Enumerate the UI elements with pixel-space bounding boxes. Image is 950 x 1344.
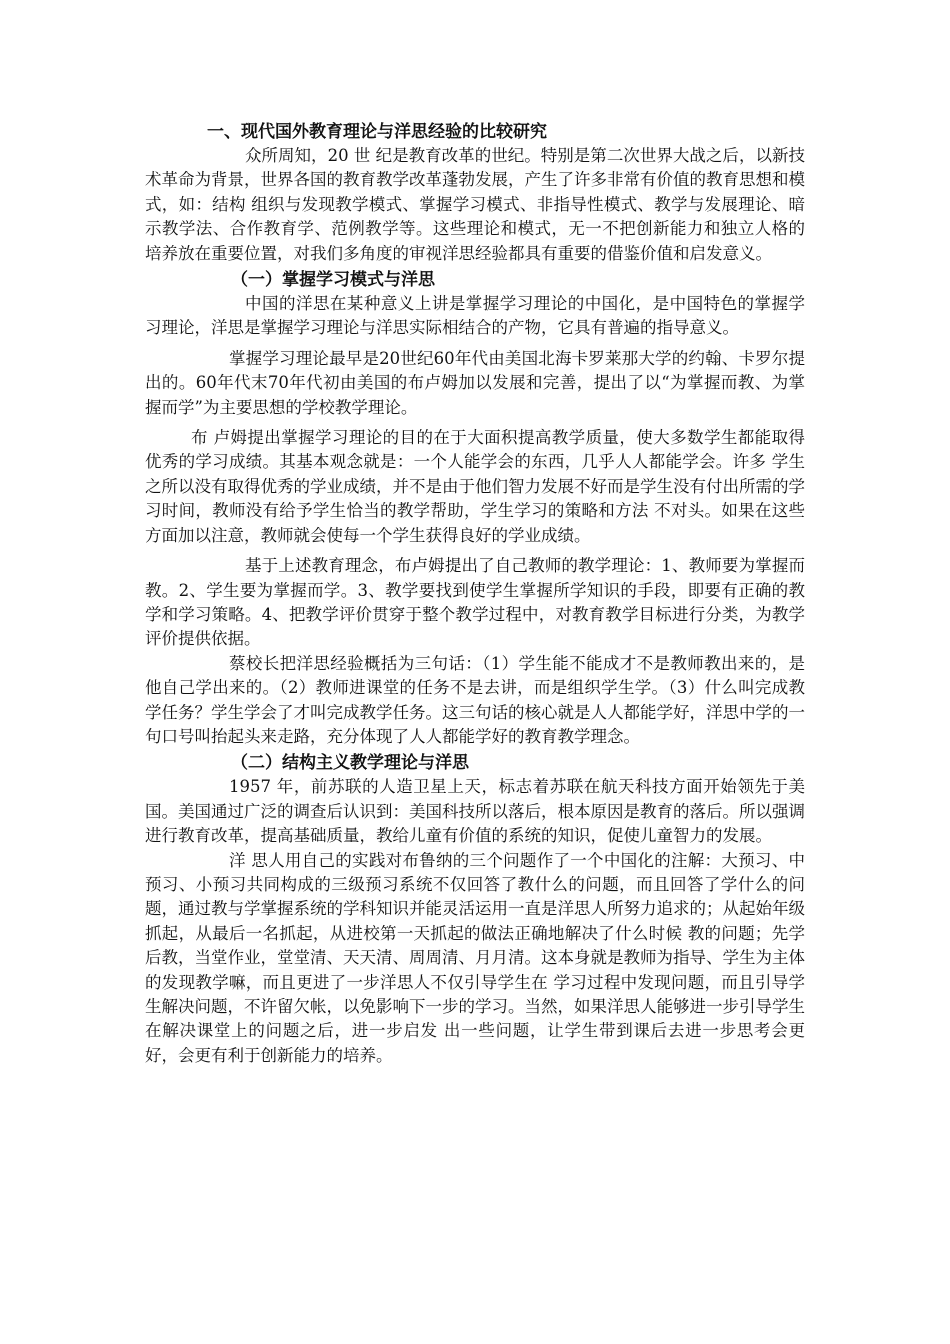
document-title: 一、现代国外教育理论与洋思经验的比较研究 <box>207 122 547 142</box>
section-1-heading: （一）掌握学习模式与洋思 <box>231 270 435 291</box>
section-1-paragraph-5: 蔡校长把洋思经验概括为三句话：（1）学生能不能成才不是教师教出来的，是他自己学出来的。（2）教师进课堂的任务不是去讲，而是组织学生学。（3）什么叫完成教学任务？学生学会了才叫完成教学任务。这三句话的核心就是人人都能学好，洋思中学的一句口号叫抬起头来走路，充分体现了人人都能学好的教育教学理念。 <box>145 653 805 746</box>
section-1-paragraph-4: 基于上述教育理念，布卢姆提出了自己教师的教学理论：1、教师要为掌握而教。2、学生要为掌握而学。3、教学要找到使学生掌握所学知识的手段，即要有正确的教学和学习策略。4、把教学评价贯穿于整个教学过程中，对教育教学目标进行分类，为教学评价提供依据。 <box>145 556 805 649</box>
document-page <box>145 118 805 1068</box>
section-2-heading: （二）结构主义教学理论与洋思 <box>231 753 469 774</box>
section-1-paragraph-2: 掌握学习理论最早是20世纪60年代由美国北海卡罗莱那大学的约翰、卡罗尔提出的。60年代末70年代初由美国的布卢姆加以发展和完善，提出了以“为掌握而教、为掌握而学”为主要思想的学校教学理论。 <box>145 348 805 417</box>
intro-paragraph: 众所周知，20 世 纪是教育改革的世纪。特别是第二次世界大战之后，以新技术革命为背景，世界各国的教育教学改革蓬勃发展，产生了许多非常有价值的教育思想和模式，如：结构 组织与发现教学模式、掌握学习模式、非指导性模式、教学与发展理论、暗示教学法、合作教育学、范例教学等。这些理论和模式，无一不把创新能力和独立人格的 培养放在重要位置，对我们多角度的审视洋思经验都具有重要的借鉴价值和启发意义。 <box>145 146 805 263</box>
section-1-paragraph-1: 中国的洋思在某种意义上讲是掌握学习理论的中国化，是中国特色的掌握学习理论，洋思是掌握学习理论与洋思实际相结合的产物，它具有普遍的指导意义。 <box>145 294 805 338</box>
section-1-paragraph-3: 布 卢姆提出掌握学习理论的目的在于大面积提高教学质量，使大多数学生都能取得优秀的学习成绩。其基本观念就是：一个人能学会的东西，几乎人人都能学会。许多 学生之所以没有取得优秀的学业成绩，并不是由于他们智力发展不好而是学生没有付出所需的学习时间，教师没有给予学生恰当的教学帮助，学生学习的策略和方法 不对头。如果在这些方面加以注意，教师就会使每一个学生获得良好的学业成绩。 <box>145 428 805 545</box>
section-2-paragraph-2: 洋 思人用自己的实践对布鲁纳的三个问题作了一个中国化的注解：大预习、中预习、小预习共同构成的三级预习系统不仅回答了教什么的问题，而且回答了学什么的问 题，通过教与学掌握系统的学科知识并能灵活运用一直是洋思人所努力追求的；从起始年级抓起，从最后一名抓起，从进校第一天抓起的做法正确地解决了什么时候 教的问题；先学后教，当堂作业，堂堂清、天天清、周周清、月月清。这本身就是教师为指导、学生为主体的发现教学嘛，而且更进了一步洋思人不仅引导学生在 学习过程中发现问题，而且引导学生解决问题，不许留欠帐，以免影响下一步的学习。当然，如果洋思人能够进一步引导学生在解决课堂上的问题之后，进一步启发 出一些问题，让学生带到课后去进一步思考会更好，会更有利于创新能力的培养。 <box>145 850 805 1065</box>
section-2-paragraph-1: 1957 年，前苏联的人造卫星上天，标志着苏联在航天科技方面开始领先于美国。美国通过广泛的调查后认识到：美国科技所以落后，根本原因是教育的落后。所以强调进行教育改革，提高基础质量，教给儿童有价值的系统的知识，促使儿童智力的发展。 <box>145 777 805 846</box>
